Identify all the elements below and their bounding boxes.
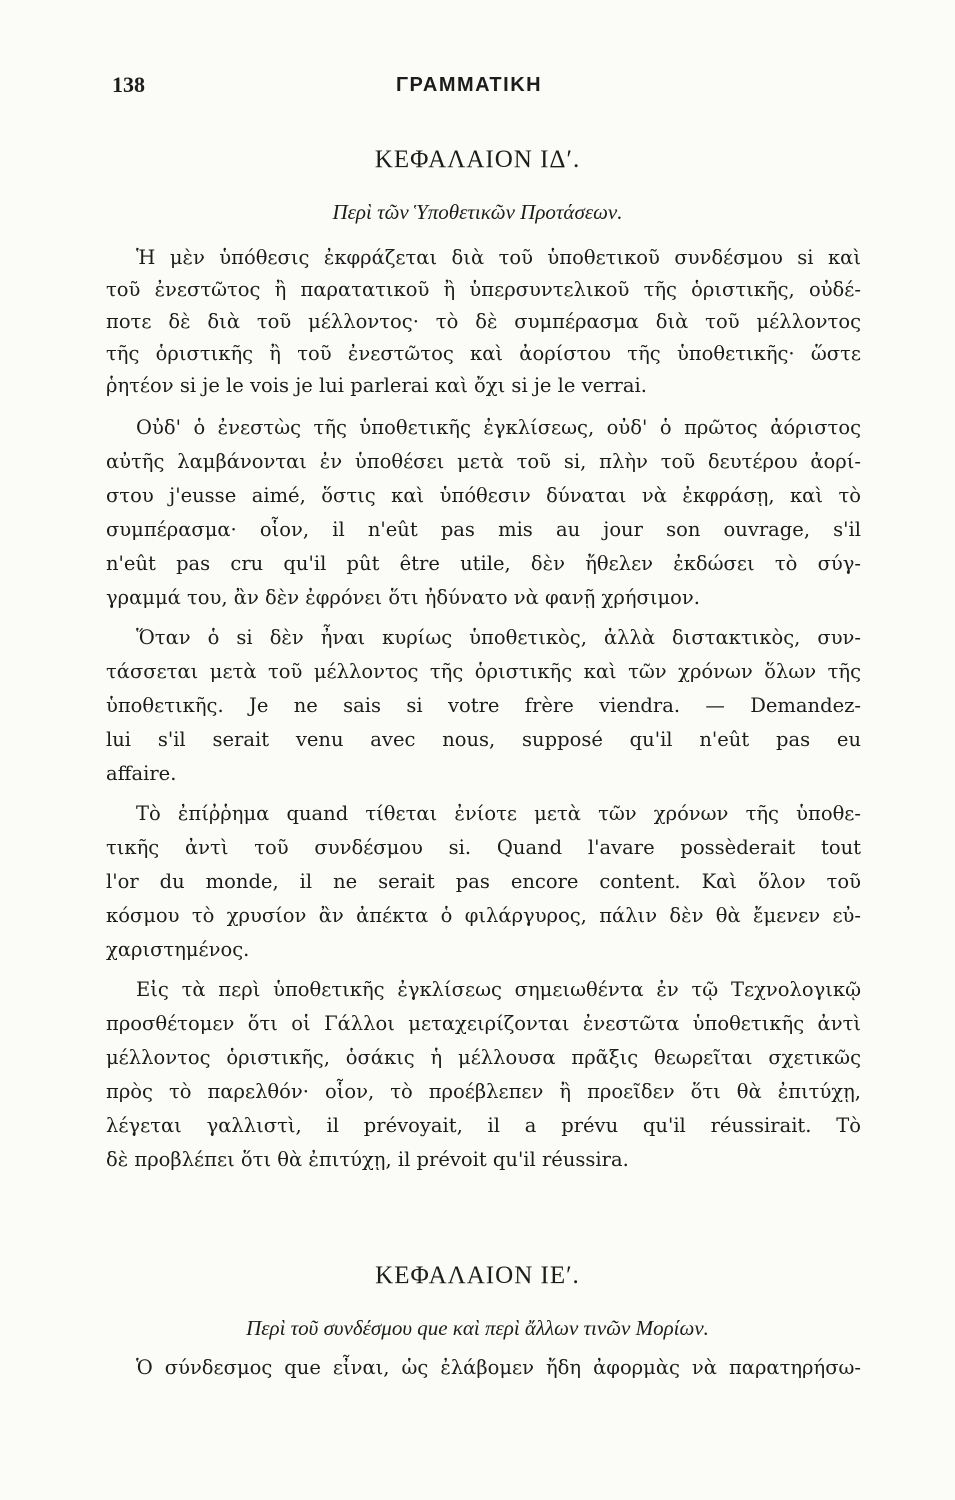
chapter-subtitle: Περὶ τῶν Ὑποθετικῶν Προτάσεων. (332, 200, 623, 224)
text-line: lui s'il serait venu avec nous, supposé qu'il n'eût pas eu (106, 728, 861, 751)
text-line: αὐτῆς λαμβάνονται ἐν ὑποθέσει μετὰ τοῦ si, πλὴν τοῦ δευτέρου ἀορί- (106, 450, 861, 473)
text-line: Ὁ σύνδεσμος que εἶναι, ὡς ἐλάβομεν ἤδη ἀφορμὰς νὰ παρατηρήσω- (136, 1356, 861, 1379)
chapter-subtitle: Περὶ τοῦ συνδέσμου que καὶ περὶ ἄλλων τινῶν Μορίων. (246, 1316, 709, 1340)
text-line: τῆς ὁριστικῆς ἢ τοῦ ἐνεστῶτος καὶ ἀορίστου τῆς ὑποθετικῆς· ὥστε (106, 342, 861, 365)
text-line: γραμμά του, ἂν δὲν ἐφρόνει ὅτι ἠδύνατο νὰ φανῇ χρήσιμον. (106, 586, 700, 609)
text-line: τάσσεται μετὰ τοῦ μέλλοντος τῆς ὁριστικῆς καὶ τῶν χρόνων ὅλων τῆς (106, 660, 861, 683)
text-line: πρὸς τὸ παρελθόν· οἷον, τὸ προέβλεπεν ἢ προεῖδεν ὅτι θὰ ἐπιτύχῃ, (106, 1080, 861, 1103)
text-line: Τὸ ἐπίῤῥημα quand τίθεται ἐνίοτε μετὰ τῶν χρόνων τῆς ὑποθε- (136, 802, 861, 825)
running-head: ΓΡΑΜΜΑΤΙΚΗ (396, 74, 543, 96)
chapter-title: ΚΕΦΑΛΑΙΟΝ ΙΔʹ. (374, 146, 581, 173)
text-line: Ὅταν ὁ si δὲν ἦναι κυρίως ὑποθετικὸς, ἀλλὰ διστακτικὸς, συν- (136, 626, 861, 649)
text-line: Οὐδ' ὁ ἐνεστὼς τῆς ὑποθετικῆς ἐγκλίσεως, οὐδ' ὁ πρῶτος ἀόριστος (136, 416, 861, 439)
text-line: τικῆς ἀντὶ τοῦ συνδέσμου si. Quand l'avare possèderait tout (106, 836, 861, 859)
text-line: στου j'eusse aimé, ὅστις καὶ ὑπόθεσιν δύναται νὰ ἐκφράσῃ, καὶ τὸ (106, 484, 861, 507)
text-line: ῥητέον si je le vois je lui parlerai καὶ ὄχι si je le verrai. (106, 374, 647, 397)
text-line: ποτε δὲ διὰ τοῦ μέλλοντος· τὸ δὲ συμπέρασμα διὰ τοῦ μέλλοντος (106, 310, 861, 333)
page-header (112, 72, 860, 104)
text-line: τοῦ ἐνεστῶτος ἢ παρατατικοῦ ἢ ὑπερσυντελικοῦ τῆς ὁριστικῆς, οὐδέ- (106, 278, 861, 301)
text-line: l'or du monde, il ne serait pas encore content. Καὶ ὅλον τοῦ (106, 870, 861, 893)
text-line: Εἰς τὰ περὶ ὑποθετικῆς ἐγκλίσεως σημειωθέντα ἐν τῷ Τεχνολογικῷ (136, 978, 861, 1001)
chapter-title: ΚΕΦΑΛΑΙΟΝ ΙΕʹ. (375, 1262, 580, 1289)
text-line: μέλλοντος ὁριστικῆς, ὁσάκις ἡ μέλλουσα πρᾶξις θεωρεῖται σχετικῶς (106, 1046, 861, 1069)
text-line: ὑποθετικῆς. Je ne sais si votre frère viendra. — Demandez- (106, 694, 861, 717)
text-line: λέγεται γαλλιστὶ, il prévoyait, il a prévu qu'il réussirait. Τὸ (106, 1114, 861, 1137)
text-line: συμπέρασμα· οἷον, il n'eût pas mis au jour son ouvrage, s'il (106, 518, 861, 541)
text-line: Ἡ μὲν ὑπόθεσις ἐκφράζεται διὰ τοῦ ὑποθετικοῦ συνδέσμου si καὶ (136, 246, 861, 269)
text-line: χαριστημένος. (106, 938, 250, 961)
page-number: 138 (112, 72, 145, 97)
text-line: affaire. (106, 762, 177, 785)
text-line: n'eût pas cru qu'il pût être utile, δὲν ἤθελεν ἐκδώσει τὸ σύγ- (106, 552, 861, 575)
text-line: κόσμου τὸ χρυσίον ἂν ἀπέκτα ὁ φιλάργυρος, πάλιν δὲν θὰ ἔμενεν εὐ- (106, 904, 861, 927)
text-line: προσθέτομεν ὅτι οἱ Γάλλοι μεταχειρίζονται ἐνεστῶτα ὑποθετικῆς ἀντὶ (106, 1012, 861, 1035)
text-line: δὲ προβλέπει ὅτι θὰ ἐπιτύχῃ, il prévoit qu'il réussira. (106, 1148, 629, 1171)
